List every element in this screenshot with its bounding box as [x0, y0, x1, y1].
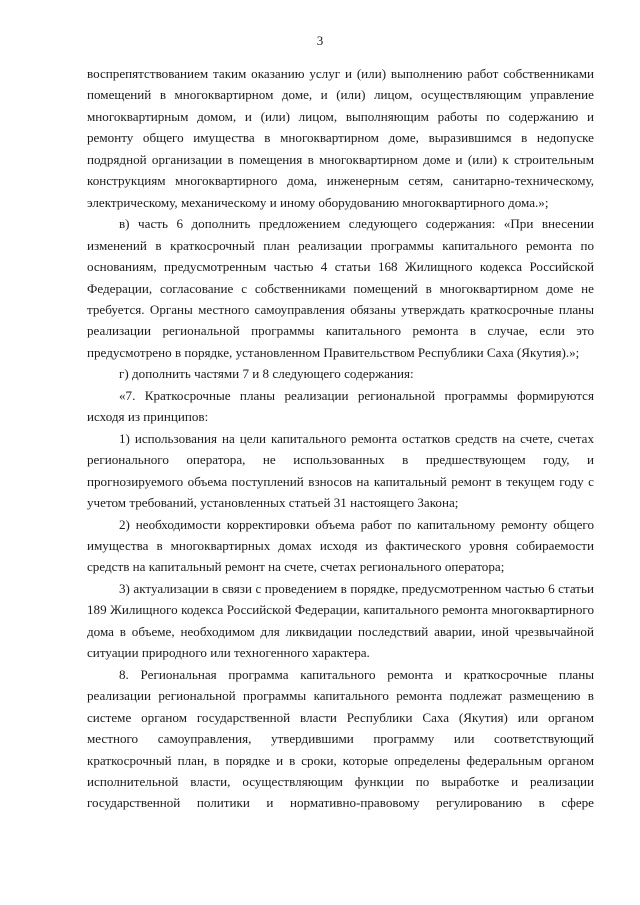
document-body: [87, 63, 594, 814]
paragraph: воспрепятствованием таким оказанию услуг и (или) выполнению работ собственниками помещений в многоквартирном доме, и (или) лицом, осуществляющим управление многоквартирным домом, и (или) лицом, выполняющим работы по содержанию и ремонту общего имущества в многоквартирном доме, выразившимся в недопуске подрядной организации в помещения в многоквартирном доме и (или) к строительным конструкциям многоквартирного дома, инженерным сетям, санитарно-техническому, электрическому, механическому и иному оборудованию многоквартирного дома.»;: [87, 66, 594, 210]
paragraph: в) часть 6 дополнить предложением следующего содержания: «При внесении изменений в краткосрочный план реализации программы капитального ремонта по основаниям, предусмотренным частью 4 статьи 168 Жилищного кодекса Российской Федерации, согласование с собственниками помещений в многоквартирном доме не требуется. Органы местного самоуправления обязаны утверждать краткосрочные планы реализации региональной программы капитального ремонта в случае, если это предусмотрено в порядке, установленном Правительством Республики Саха (Якутия).»;: [87, 216, 594, 360]
page-number: 3: [316, 33, 324, 48]
paragraph: 8. Региональная программа капитального ремонта и краткосрочные планы реализации региональной программы капитального ремонта подлежат размещению в системе органом государственной власти Республики Саха (Якутия) или органом местного самоуправления, утвердившими программу или соответствующий краткосрочный план, в порядке и в сроки, которые определены федеральным органом исполнительной власти, осуществляющим функции по выработке и реализации государственной политики и нормативно-правовому регулированию в сфере: [87, 666, 594, 811]
paragraph: 3) актуализации в связи с проведением в порядке, предусмотренном частью 6 статьи 189 Жилищного кодекса Российской Федерации, капитального ремонта многоквартирного дома в объеме, необходимом для ликвидации последствий аварии, иной чрезвычайной ситуации природного или техногенного характера.: [87, 580, 594, 661]
paragraph: 2) необходимости корректировки объема работ по капитальному ремонту общего имущества в многоквартирных домах исходя из фактического уровня собираемости средств на капитальный ремонт на счете, счетах регионального оператора;: [87, 516, 594, 575]
paragraph: г) дополнить частями 7 и 8 следующего содержания:: [119, 366, 414, 382]
paragraph: «7. Краткосрочные планы реализации региональной программы формируются исходя из принципов:: [87, 387, 594, 425]
paragraph: 1) использования на цели капитального ремонта остатков средств на счете, счетах регионального оператора, не использованных в предшествующем году, и прогнозируемого объема поступлений взносов на капитальный ремонт в текущем году с учетом требований, установленных статьей 31 настоящего Закона;: [87, 430, 594, 511]
